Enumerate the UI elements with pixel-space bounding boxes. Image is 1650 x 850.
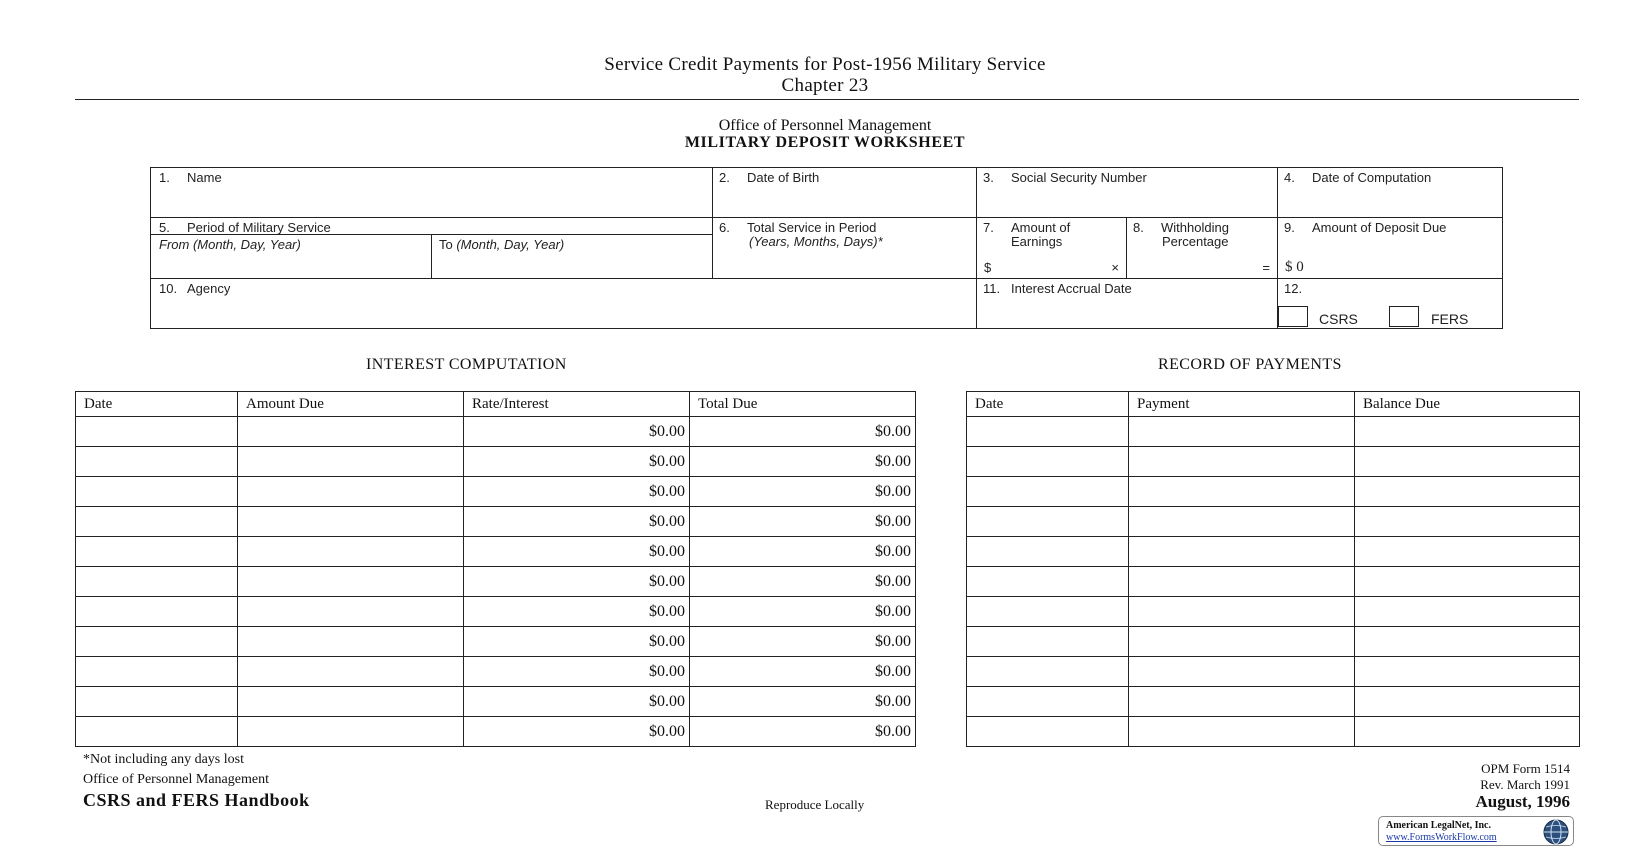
deposit-due-field[interactable] bbox=[1277, 217, 1503, 279]
form-org: Office of Personnel Management bbox=[718, 117, 932, 134]
column-header: Date bbox=[967, 392, 1129, 417]
period-from-label: From (Month, Day, Year) bbox=[159, 237, 301, 252]
deposit-due-label: Amount of Deposit Due bbox=[1312, 220, 1447, 235]
period-to-label: To bbox=[439, 237, 457, 252]
reproduce-note: Reproduce Locally bbox=[765, 797, 865, 812]
total-service-number: 6. bbox=[719, 220, 730, 235]
deposit-due-value: $ 0 bbox=[1285, 259, 1304, 275]
interest-rate-interest-cell[interactable]: $0.00 bbox=[464, 417, 690, 447]
retirement-system-field bbox=[1277, 278, 1503, 329]
interest-total-due-cell[interactable]: $0.00 bbox=[690, 627, 916, 657]
handbook-title: CSRS and FERS Handbook bbox=[83, 790, 310, 810]
interest-date-cell[interactable] bbox=[76, 597, 238, 627]
table-row bbox=[76, 507, 916, 537]
multiply-icon: × bbox=[1111, 260, 1119, 275]
period-to-field[interactable] bbox=[431, 234, 713, 279]
interest-amount-due-cell[interactable] bbox=[238, 597, 464, 627]
table-header-row bbox=[76, 392, 916, 417]
total-service-field[interactable] bbox=[712, 217, 977, 279]
column-header: Date bbox=[76, 392, 238, 417]
payment-payment-cell[interactable] bbox=[1129, 477, 1355, 507]
header-divider bbox=[75, 99, 1579, 100]
table-row bbox=[76, 477, 916, 507]
table-row bbox=[967, 687, 1580, 717]
interest-amount-due-cell[interactable] bbox=[238, 447, 464, 477]
agency-number: 10. bbox=[159, 281, 178, 296]
date-of-computation-field[interactable] bbox=[1277, 167, 1503, 218]
ssn-field[interactable] bbox=[976, 167, 1278, 218]
earnings-currency: $ bbox=[984, 260, 992, 275]
payment-payment-cell[interactable] bbox=[1129, 657, 1355, 687]
footer-org: Office of Personnel Management bbox=[83, 772, 269, 787]
interest-amount-due-cell[interactable] bbox=[238, 507, 464, 537]
interest-total-due-cell[interactable]: $0.00 bbox=[690, 657, 916, 687]
interest-amount-due-cell[interactable] bbox=[238, 717, 464, 747]
column-header: Amount Due bbox=[238, 392, 464, 417]
interest-total-due-cell[interactable]: $0.00 bbox=[690, 417, 916, 447]
payment-payment-cell[interactable] bbox=[1129, 507, 1355, 537]
record-of-payments-table bbox=[966, 391, 1580, 747]
csrs-checkbox[interactable] bbox=[1278, 306, 1308, 327]
payment-date-cell[interactable] bbox=[967, 477, 1129, 507]
interest-accrual-date-field[interactable] bbox=[976, 278, 1278, 329]
payment-payment-cell[interactable] bbox=[1129, 567, 1355, 597]
agency-label: Agency bbox=[187, 281, 231, 296]
column-header: Rate/Interest bbox=[464, 392, 690, 417]
payment-balance-due-cell[interactable] bbox=[1355, 717, 1580, 747]
interest-total-due-cell[interactable]: $0.00 bbox=[690, 537, 916, 567]
table-row bbox=[967, 627, 1580, 657]
payment-date-cell[interactable] bbox=[967, 417, 1129, 447]
payment-date-cell[interactable] bbox=[967, 717, 1129, 747]
payment-date-cell[interactable] bbox=[967, 657, 1129, 687]
doc-field-label: Date of Computation bbox=[1312, 170, 1432, 185]
earnings-number: 7. bbox=[983, 220, 994, 235]
fers-label: FERS bbox=[1431, 311, 1469, 327]
table-row bbox=[967, 417, 1580, 447]
interest-computation-table bbox=[75, 391, 916, 747]
payment-payment-cell[interactable] bbox=[1129, 447, 1355, 477]
csrs-label: CSRS bbox=[1319, 311, 1358, 327]
name-field-label: Name bbox=[187, 170, 222, 185]
form-revision: Rev. March 1991 bbox=[1480, 777, 1570, 792]
fers-checkbox[interactable] bbox=[1389, 306, 1419, 327]
interest-date-cell[interactable] bbox=[76, 687, 238, 717]
retirement-number: 12. bbox=[1284, 281, 1303, 296]
payment-payment-cell[interactable] bbox=[1129, 687, 1355, 717]
interest-rate-interest-cell[interactable]: $0.00 bbox=[464, 687, 690, 717]
column-header: Payment bbox=[1129, 392, 1355, 417]
interest-date-number: 11. bbox=[983, 281, 1001, 296]
payment-date-cell[interactable] bbox=[967, 627, 1129, 657]
payment-balance-due-cell[interactable] bbox=[1355, 657, 1580, 687]
payment-date-cell[interactable] bbox=[967, 687, 1129, 717]
interest-total-due-cell[interactable]: $0.00 bbox=[690, 477, 916, 507]
withholding-label-2: Percentage bbox=[1162, 234, 1229, 249]
table-row bbox=[967, 657, 1580, 687]
interest-total-due-cell[interactable]: $0.00 bbox=[690, 717, 916, 747]
payment-balance-due-cell[interactable] bbox=[1355, 417, 1580, 447]
table-row bbox=[967, 567, 1580, 597]
table-row bbox=[967, 477, 1580, 507]
payment-balance-due-cell[interactable] bbox=[1355, 627, 1580, 657]
interest-date-cell[interactable] bbox=[76, 447, 238, 477]
interest-amount-due-cell[interactable] bbox=[238, 657, 464, 687]
interest-total-due-cell[interactable]: $0.00 bbox=[690, 507, 916, 537]
interest-date-cell[interactable] bbox=[76, 627, 238, 657]
table-row bbox=[76, 597, 916, 627]
table-row bbox=[76, 567, 916, 597]
total-service-label: Total Service in Period bbox=[747, 220, 877, 235]
withholding-label-1: Withholding bbox=[1161, 220, 1229, 235]
interest-date-cell[interactable] bbox=[76, 657, 238, 687]
interest-rate-interest-cell[interactable]: $0.00 bbox=[464, 477, 690, 507]
deposit-due-number: 9. bbox=[1284, 220, 1295, 235]
payment-payment-cell[interactable] bbox=[1129, 537, 1355, 567]
interest-amount-due-cell[interactable] bbox=[238, 627, 464, 657]
payment-payment-cell[interactable] bbox=[1129, 717, 1355, 747]
table-row bbox=[76, 447, 916, 477]
total-service-hint: (Years, Months, Days)* bbox=[749, 234, 883, 249]
interest-date-cell[interactable] bbox=[76, 567, 238, 597]
footnote: *Not including any days lost bbox=[83, 752, 244, 767]
payment-date-cell[interactable] bbox=[967, 507, 1129, 537]
payment-balance-due-cell[interactable] bbox=[1355, 567, 1580, 597]
badge-url[interactable]: www.FormsWorkFlow.com bbox=[1386, 832, 1497, 843]
record-of-payments-title: RECORD OF PAYMENTS bbox=[1158, 356, 1342, 373]
form-date: August, 1996 bbox=[1475, 792, 1570, 811]
payment-date-cell[interactable] bbox=[967, 537, 1129, 567]
interest-date-cell[interactable] bbox=[76, 537, 238, 567]
interest-date-label: Interest Accrual Date bbox=[1011, 281, 1132, 296]
earnings-label-1: Amount of bbox=[1011, 220, 1071, 235]
period-field-number: 5. bbox=[159, 220, 170, 235]
table-header-row bbox=[967, 392, 1580, 417]
withholding-field[interactable] bbox=[1126, 217, 1278, 279]
interest-date-cell[interactable] bbox=[76, 477, 238, 507]
name-field[interactable] bbox=[150, 167, 713, 218]
column-header: Total Due bbox=[690, 392, 916, 417]
period-from-field[interactable] bbox=[150, 234, 432, 279]
doc-field-number: 4. bbox=[1284, 170, 1295, 185]
form-title: MILITARY DEPOSIT WORKSHEET bbox=[684, 134, 966, 151]
earnings-field[interactable] bbox=[976, 217, 1127, 279]
header-title-line2: Chapter 23 bbox=[781, 75, 869, 96]
equals-icon: = bbox=[1262, 260, 1270, 275]
table-row bbox=[76, 657, 916, 687]
dob-field-number: 2. bbox=[719, 170, 730, 185]
name-field-number: 1. bbox=[159, 170, 170, 185]
table-row bbox=[967, 447, 1580, 477]
interest-rate-interest-cell[interactable]: $0.00 bbox=[464, 567, 690, 597]
table-row bbox=[76, 537, 916, 567]
interest-amount-due-cell[interactable] bbox=[238, 537, 464, 567]
globe-icon bbox=[1543, 819, 1569, 845]
table-row bbox=[76, 717, 916, 747]
interest-rate-interest-cell[interactable]: $0.00 bbox=[464, 597, 690, 627]
payment-payment-cell[interactable] bbox=[1129, 417, 1355, 447]
page-header bbox=[0, 54, 1650, 96]
table-row bbox=[76, 417, 916, 447]
interest-rate-interest-cell[interactable]: $0.00 bbox=[464, 507, 690, 537]
payment-balance-due-cell[interactable] bbox=[1355, 447, 1580, 477]
interest-rate-interest-cell[interactable]: $0.00 bbox=[464, 657, 690, 687]
interest-amount-due-cell[interactable] bbox=[238, 567, 464, 597]
table-row bbox=[76, 687, 916, 717]
earnings-label-2: Earnings bbox=[1011, 234, 1063, 249]
interest-date-cell[interactable] bbox=[76, 417, 238, 447]
table-row bbox=[967, 717, 1580, 747]
form-number: OPM Form 1514 bbox=[1481, 761, 1570, 776]
table-row bbox=[967, 537, 1580, 567]
payment-date-cell[interactable] bbox=[967, 597, 1129, 627]
payment-payment-cell[interactable] bbox=[1129, 597, 1355, 627]
interest-amount-due-cell[interactable] bbox=[238, 477, 464, 507]
payment-balance-due-cell[interactable] bbox=[1355, 507, 1580, 537]
interest-date-cell[interactable] bbox=[76, 717, 238, 747]
period-to-hint: (Month, Day, Year) bbox=[456, 237, 565, 252]
interest-total-due-cell[interactable]: $0.00 bbox=[690, 687, 916, 717]
table-row bbox=[967, 597, 1580, 627]
withholding-number: 8. bbox=[1133, 220, 1144, 235]
ssn-field-label: Social Security Number bbox=[1011, 170, 1147, 185]
payment-balance-due-cell[interactable] bbox=[1355, 687, 1580, 717]
interest-total-due-cell[interactable]: $0.00 bbox=[690, 567, 916, 597]
header-title-line1: Service Credit Payments for Post-1956 Military Service bbox=[604, 54, 1046, 75]
interest-date-cell[interactable] bbox=[76, 507, 238, 537]
payment-payment-cell[interactable] bbox=[1129, 627, 1355, 657]
interest-rate-interest-cell[interactable]: $0.00 bbox=[464, 717, 690, 747]
payment-date-cell[interactable] bbox=[967, 447, 1129, 477]
interest-rate-interest-cell[interactable]: $0.00 bbox=[464, 447, 690, 477]
payment-balance-due-cell[interactable] bbox=[1355, 537, 1580, 567]
date-of-birth-field[interactable] bbox=[712, 167, 977, 218]
table-row bbox=[967, 507, 1580, 537]
column-header: Balance Due bbox=[1355, 392, 1580, 417]
payment-balance-due-cell[interactable] bbox=[1355, 477, 1580, 507]
period-field-label: Period of Military Service bbox=[187, 220, 331, 235]
agency-field[interactable] bbox=[150, 278, 977, 329]
badge-company: American LegalNet, Inc. bbox=[1386, 820, 1491, 831]
table-row bbox=[76, 627, 916, 657]
interest-rate-interest-cell[interactable]: $0.00 bbox=[464, 537, 690, 567]
legalnet-badge[interactable] bbox=[1378, 816, 1574, 846]
dob-field-label: Date of Birth bbox=[747, 170, 820, 185]
interest-amount-due-cell[interactable] bbox=[238, 417, 464, 447]
payment-date-cell[interactable] bbox=[967, 567, 1129, 597]
payment-balance-due-cell[interactable] bbox=[1355, 597, 1580, 627]
interest-total-due-cell[interactable]: $0.00 bbox=[690, 447, 916, 477]
interest-total-due-cell[interactable]: $0.00 bbox=[690, 597, 916, 627]
interest-rate-interest-cell[interactable]: $0.00 bbox=[464, 627, 690, 657]
interest-amount-due-cell[interactable] bbox=[238, 687, 464, 717]
interest-computation-title: INTEREST COMPUTATION bbox=[366, 356, 567, 373]
ssn-field-number: 3. bbox=[983, 170, 994, 185]
